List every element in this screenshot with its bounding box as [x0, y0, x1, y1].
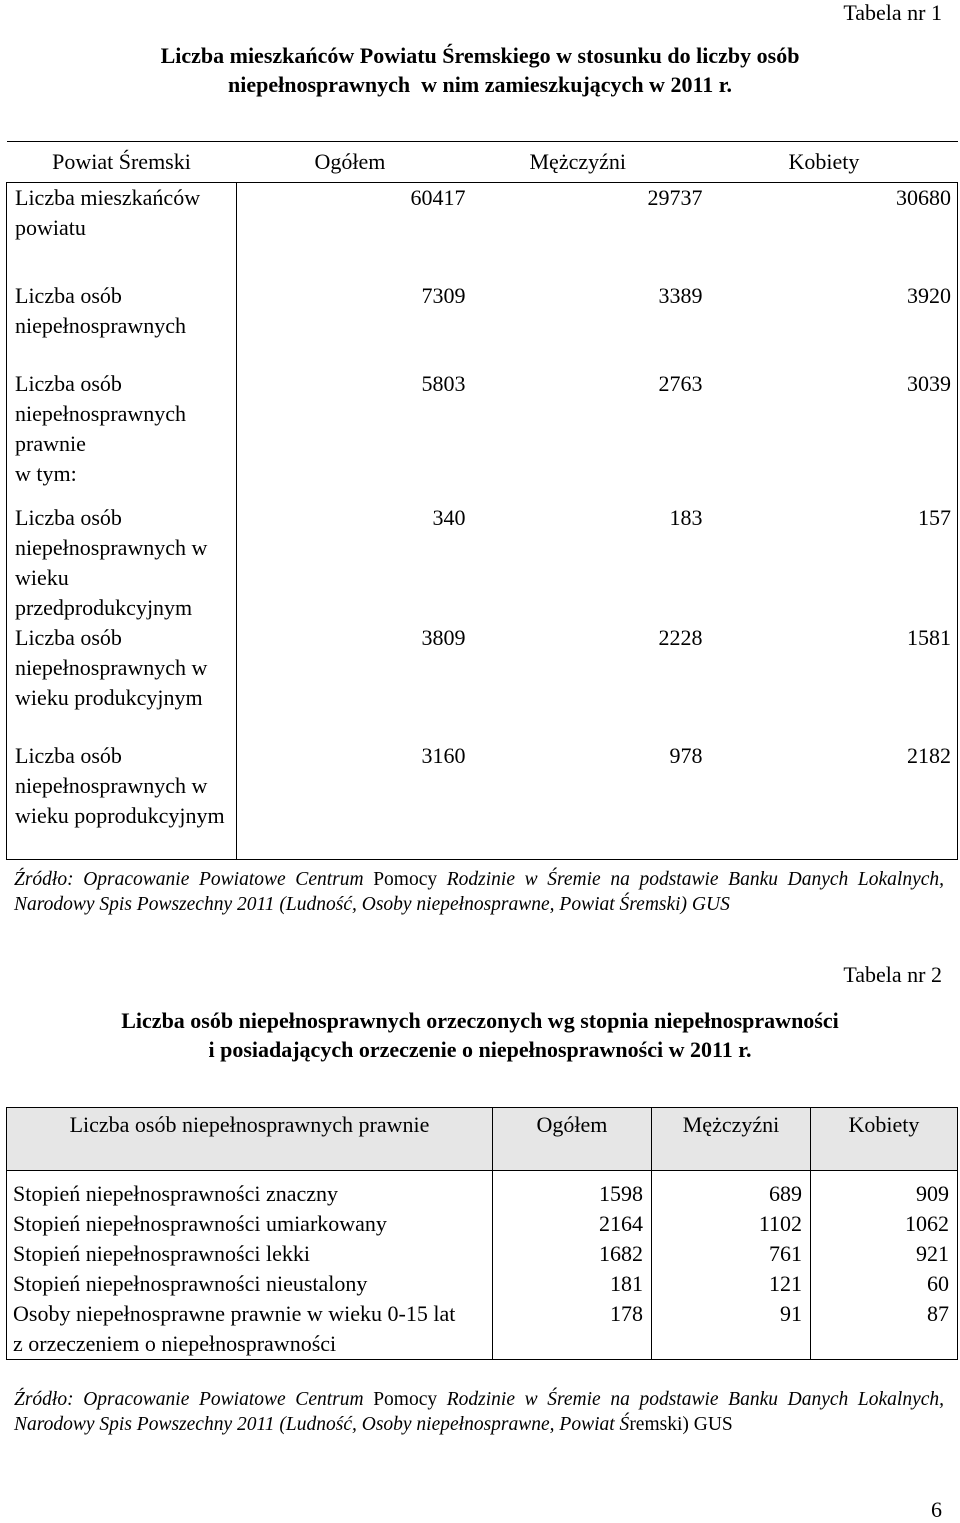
table-row — [7, 369, 958, 503]
table-row — [7, 183, 958, 282]
cell-mezczyzni: 689 — [652, 1179, 811, 1209]
table-row — [7, 1299, 958, 1360]
cell-ogolem: 1682 — [493, 1239, 652, 1269]
cell-mezczyzni: 121 — [652, 1269, 811, 1299]
table1-title — [60, 41, 900, 99]
row-label: Liczba osób niepełnosprawnych — [7, 281, 237, 369]
row-label — [7, 369, 237, 503]
source-italic-2: Rodzinie w Śremie na podstawie Banku Danych Lokalnych, Narodowy Spis Powszechny 2011 (Ludność, Osoby niepełnosprawne, Powiat Śremski) GUS — [14, 869, 945, 915]
row-label: Liczba mieszkańców powiatu — [7, 183, 237, 282]
cell-kobiety: 3920 — [709, 281, 958, 369]
cell-kobiety: 1062 — [811, 1209, 958, 1239]
row-label: Liczba osób niepełnosprawnych w wieku poprodukcyjnym — [7, 741, 237, 860]
table1 — [6, 141, 958, 860]
table2-header-label: Liczba osób niepełnosprawnych prawnie — [7, 1108, 493, 1171]
cell-kobiety: 1581 — [709, 623, 958, 741]
cell-ogolem: 178 — [493, 1299, 652, 1360]
cell-ogolem: 181 — [493, 1269, 652, 1299]
cell-mezczyzni: 1102 — [652, 1209, 811, 1239]
table1-label: Tabela nr 1 — [843, 0, 942, 25]
table2-title — [40, 1006, 920, 1064]
cell-kobiety: 87 — [811, 1299, 958, 1360]
table-row — [7, 503, 958, 623]
cell-ogolem: 1598 — [493, 1179, 652, 1209]
cell-ogolem: 3809 — [237, 623, 472, 741]
cell-mezczyzni: 91 — [652, 1299, 811, 1360]
table2-source — [14, 1387, 944, 1437]
cell-ogolem: 5803 — [237, 369, 472, 503]
table2-title-line2: i posiadających orzeczenie o niepełnosprawności w 2011 r. — [208, 1037, 752, 1062]
cell-kobiety: 60 — [811, 1269, 958, 1299]
row-label-extra: w tym: — [15, 461, 77, 486]
cell-mezczyzni: 29737 — [647, 185, 703, 210]
cell-mezczyzni: 761 — [652, 1239, 811, 1269]
table1-header-row — [7, 142, 958, 183]
cell-kobiety: 921 — [811, 1239, 958, 1269]
cell-mezczyzni: 2228 — [658, 625, 703, 650]
row-label: Stopień niepełnosprawności znaczny — [7, 1179, 493, 1209]
table2-header-row — [7, 1108, 958, 1171]
row-label: Liczba osób niepełnosprawnych w wieku przedprodukcyjnym — [7, 503, 237, 623]
page-number: 6 — [931, 1497, 942, 1522]
source-italic-1: Źródło: Opracowanie Powiatowe Centrum — [14, 1389, 364, 1410]
source-upright: Pomocy — [373, 869, 438, 890]
table2-spacer-row — [7, 1171, 958, 1180]
table1-source — [14, 867, 944, 917]
table-row — [7, 1239, 958, 1269]
table1-header-mezczyzni: Mężczyźni — [472, 142, 709, 183]
row-label: Stopień niepełnosprawności umiarkowany — [7, 1209, 493, 1239]
table1-header-ogolem: Ogółem — [237, 142, 472, 183]
table-row — [7, 623, 958, 741]
cell-ogolem: 340 — [237, 503, 472, 623]
row-label-text: Liczba osób niepełnosprawnych prawnie — [15, 371, 187, 456]
table2-header-ogolem: Ogółem — [493, 1108, 652, 1171]
cell-kobiety: 3039 — [709, 369, 958, 503]
table1-title-line1: Liczba mieszkańców Powiatu Śremskiego w stosunku do liczby osób — [160, 43, 800, 68]
cell-ogolem: 7309 — [237, 281, 472, 369]
row-label: Liczba osób niepełnosprawnych w wieku produkcyjnym — [7, 623, 237, 741]
source-italic-1: Źródło: Opracowanie Powiatowe Centrum — [14, 869, 364, 890]
table-row — [7, 281, 958, 369]
cell-mezczyzni: 183 — [669, 505, 703, 530]
table-row — [7, 1269, 958, 1299]
table2 — [6, 1107, 958, 1360]
cell-mezczyzni: 2763 — [658, 371, 703, 396]
cell-kobiety: 2182 — [709, 741, 958, 860]
cell-ogolem: 60417 — [237, 183, 472, 282]
table-row — [7, 1209, 958, 1239]
source-upright-2: remski) GUS — [629, 1414, 733, 1435]
cell-kobiety: 909 — [811, 1179, 958, 1209]
table1-header-kobiety: Kobiety — [709, 142, 958, 183]
table1-header-powiat: Powiat Śremski — [7, 142, 237, 183]
source-upright: Pomocy — [373, 1389, 438, 1410]
table2-label: Tabela nr 2 — [843, 962, 942, 987]
cell-ogolem: 3160 — [237, 741, 472, 860]
cell-kobiety: 157 — [709, 503, 958, 623]
table1-title-line2: niepełnosprawnych w nim zamieszkujących w 2011 r. — [228, 72, 732, 97]
row-label: Stopień niepełnosprawności lekki — [7, 1239, 493, 1269]
table2-header-kobiety: Kobiety — [811, 1108, 958, 1171]
source-italic-2: Rodzinie w Śremie na podstawie Banku Danych Lokalnych, Narodowy Spis Powszechny 2011 (Ludność, Osoby niepełnosprawne, Powiat Ś — [14, 1389, 945, 1435]
table2-title-line1: Liczba osób niepełnosprawnych orzeczonych wg stopnia niepełnosprawności — [121, 1008, 839, 1033]
table-row — [7, 741, 958, 860]
row-label: Osoby niepełnosprawne prawnie w wieku 0-15 lat z orzeczeniem o niepełnosprawności — [7, 1299, 493, 1360]
table2-header-mezczyzni: Mężczyźni — [652, 1108, 811, 1171]
cell-mezczyzni: 3389 — [658, 283, 703, 308]
cell-kobiety: 30680 — [709, 183, 958, 282]
cell-ogolem: 2164 — [493, 1209, 652, 1239]
table-row — [7, 1179, 958, 1209]
row-label: Stopień niepełnosprawności nieustalony — [7, 1269, 493, 1299]
cell-mezczyzni: 978 — [472, 741, 709, 860]
